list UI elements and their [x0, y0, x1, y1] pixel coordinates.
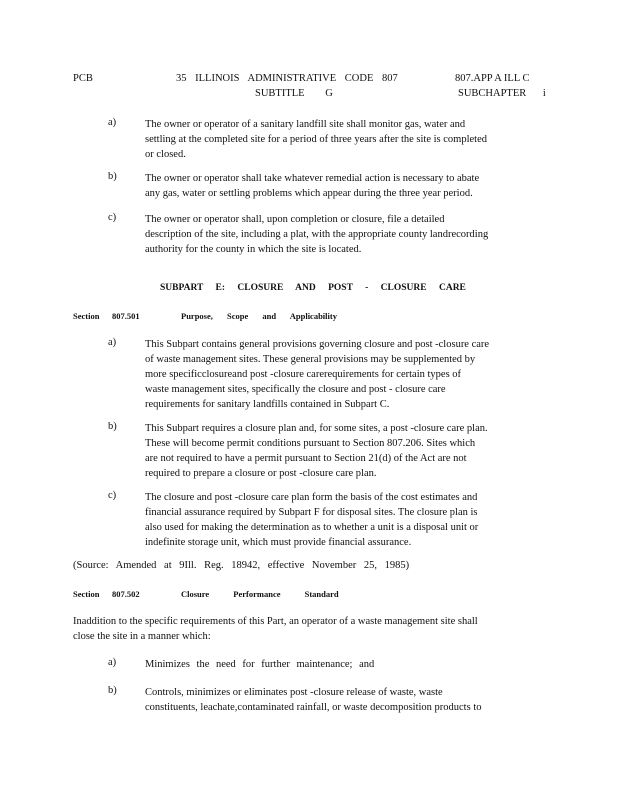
section-label: Section [73, 311, 100, 321]
list-item-label: a) [108, 117, 117, 128]
list-item-label: a) [108, 657, 117, 668]
text-line: These will become permit conditions pursuant to Section 807.206. Sites which [145, 438, 476, 449]
text-line: Controls, minimizes or eliminates post -closure release of waste, waste [145, 687, 443, 698]
list-item [145, 685, 481, 715]
list-item-label: a) [108, 337, 117, 348]
text-line: more specificclosureand post -closure carerequirements for certain types of [145, 369, 462, 380]
list-item-label: b) [108, 685, 117, 696]
text-line: requirements for sanitary landfills contained in Subpart C. [145, 399, 390, 410]
text-line: are not required to have a permit pursuant to Section 21(d) of the Act are not [145, 453, 467, 464]
text-line: required to prepare a closure or post -closure care plan. [145, 468, 377, 479]
text-line: This Subpart contains general provisions governing closure and post -closure care [145, 339, 490, 350]
header-subchapter: SUBCHAPTER i [458, 88, 546, 99]
list-item [145, 117, 487, 162]
text-line: financial assurance required by Subpart F for disposal sites. The closure plan is [145, 507, 478, 518]
text-line: or closed. [145, 149, 186, 160]
text-line: any gas, water or settling problems which appear during the three year period. [145, 188, 473, 199]
header-section-ref: 807.APP A ILL C [455, 73, 530, 84]
text-line: waste management sites, specifically the closure and post - closure care [145, 384, 446, 395]
section-title: Purpose, Scope and Applicability [181, 311, 337, 321]
list-item-label: b) [108, 421, 117, 432]
list-item [145, 490, 478, 550]
section-intro [73, 614, 478, 644]
text-line: constituents, leachate,contaminated rainfall, or waste decomposition products to [145, 702, 482, 713]
section-number: 807.502 [112, 589, 140, 599]
text-line: settling at the completed site for a period of three years after the site is completed [145, 134, 487, 145]
subpart-heading: SUBPART E: CLOSURE AND POST - CLOSURE CARE [160, 283, 466, 293]
list-item [145, 657, 374, 672]
header-subtitle: SUBTITLE G [255, 88, 333, 99]
text-line: close the site in a manner which: [73, 631, 211, 642]
text-line: This Subpart requires a closure plan and, for some sites, a post -closure care plan. [145, 423, 488, 434]
text-line: also used for making the determination as to whether a unit is a disposal unit or [145, 522, 479, 533]
header-agency: PCB [73, 73, 93, 84]
text-line: authority for the county in which the site is located. [145, 244, 362, 255]
list-item-label: c) [108, 490, 117, 501]
section-number: 807.501 [112, 311, 140, 321]
list-item [145, 337, 489, 412]
text-line: Inaddition to the specific requirements of this Part, an operator of a waste management site shall [73, 616, 478, 627]
text-line: indefinite storage unit, which must provide financial assurance. [145, 537, 412, 548]
list-item [145, 171, 479, 201]
text-line: The owner or operator shall, upon completion or closure, file a detailed [145, 214, 445, 225]
text-line: The owner or operator shall take whatever remedial action is necessary to abate [145, 173, 480, 184]
list-item-label: c) [108, 212, 117, 223]
text-line: The owner or operator of a sanitary landfill site shall monitor gas, water and [145, 119, 466, 130]
list-item [145, 421, 488, 481]
section-label: Section [73, 589, 100, 599]
text-line: Minimizes the need for further maintenance; and [145, 659, 375, 670]
list-item-label: b) [108, 171, 117, 182]
header-code-title: 35 ILLINOIS ADMINISTRATIVE CODE 807 [176, 73, 398, 84]
section-title: Closure Performance Standard [181, 589, 339, 599]
text-line: of waste management sites. These general provisions may be supplemented by [145, 354, 476, 365]
list-item [145, 212, 488, 257]
source-note: (Source: Amended at 9Ill. Reg. 18942, effective November 25, 1985) [73, 560, 410, 571]
text-line: The closure and post -closure care plan form the basis of the cost estimates and [145, 492, 478, 503]
text-line: description of the site, including a plat, with the appropriate county landrecording [145, 229, 489, 240]
